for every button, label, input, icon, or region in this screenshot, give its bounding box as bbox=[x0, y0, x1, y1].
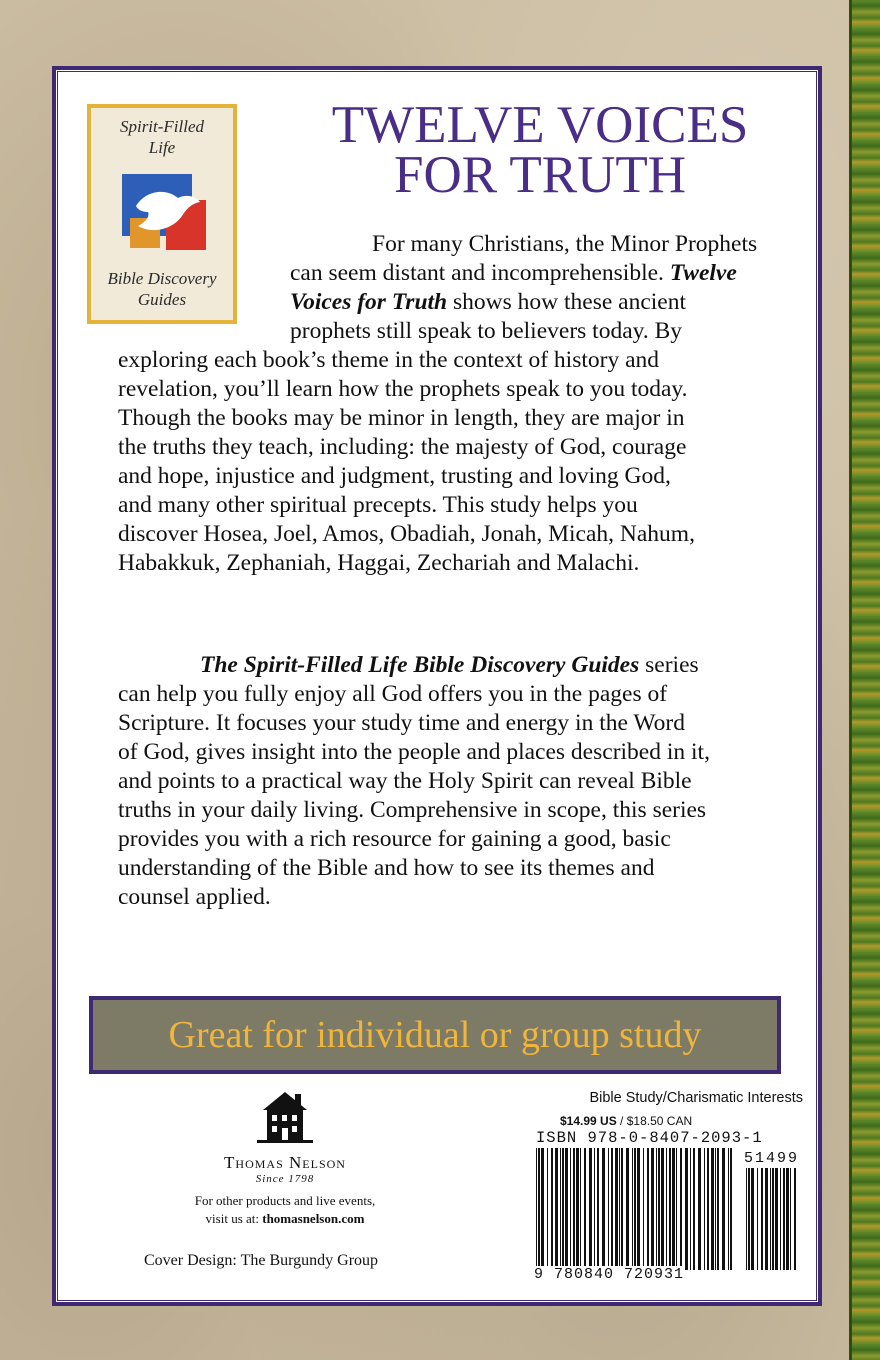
p1-line: discover Hosea, Joel, Amos, Obadiah, Jonah, Micah, Nahum, bbox=[118, 521, 695, 547]
logo-top-text bbox=[91, 116, 233, 158]
logo-top-line2: Life bbox=[148, 138, 176, 157]
barcode-icon bbox=[534, 1148, 734, 1270]
publisher-logo bbox=[170, 1088, 400, 1185]
p2-line bbox=[118, 651, 808, 680]
p2-text: series bbox=[639, 652, 699, 678]
p1-line: Habakkuk, Zephaniah, Haggai, Zechariah and Malachi. bbox=[118, 550, 640, 576]
p1-line: Though the books may be minor in length, they are major in bbox=[118, 405, 685, 431]
book-title bbox=[280, 96, 800, 204]
p1-text: shows how these ancient bbox=[447, 289, 686, 315]
p2-line: counsel applied. bbox=[118, 884, 271, 910]
visit-line bbox=[140, 1210, 430, 1228]
title-line2: FOR TRUTH bbox=[393, 146, 687, 204]
p1-line: the truths they teach, including: the majesty of God, courage bbox=[118, 434, 687, 460]
p2-line: provides you with a rich resource for gaining a good, basic bbox=[118, 826, 671, 852]
p1-text: can seem distant and incomprehensible. bbox=[290, 260, 670, 286]
p2-line: can help you fully enjoy all God offers you in the pages of bbox=[118, 681, 668, 707]
title-line1: TWELVE VOICES bbox=[331, 96, 749, 154]
building-icon bbox=[255, 1088, 315, 1144]
p2-line: of God, gives insight into the people and places described in it, bbox=[118, 739, 710, 765]
p2-line: Scripture. It focuses your study time and energy in the Word bbox=[118, 710, 685, 736]
p1-emphasis: Twelve bbox=[669, 260, 737, 286]
visit-text: visit us at: bbox=[205, 1211, 263, 1226]
price-label bbox=[560, 1114, 692, 1128]
publisher-visit bbox=[140, 1192, 430, 1228]
p1-line: exploring each book’s theme in the context of history and bbox=[118, 347, 660, 373]
book-spine-edge bbox=[849, 0, 880, 1360]
publisher-since: Since 1798 bbox=[255, 1173, 315, 1185]
p1-line bbox=[118, 288, 808, 317]
p2-line: understanding of the Bible and how to see its themes and bbox=[118, 855, 655, 881]
study-banner: Great for individual or group study bbox=[89, 996, 781, 1074]
visit-line: For other products and live events, bbox=[194, 1193, 376, 1208]
price-separator: / bbox=[616, 1114, 627, 1128]
description-paragraph-1 bbox=[118, 230, 808, 578]
p2-emphasis: The Spirit-Filled Life Bible Discovery Guides bbox=[200, 652, 640, 678]
p2-line: and points to a practical way the Holy Spirit can reveal Bible bbox=[118, 768, 692, 794]
publisher-name: Thomas Nelson bbox=[224, 1153, 346, 1172]
isbn-text: ISBN 978-0-8407-2093-1 bbox=[536, 1129, 763, 1147]
addon-barcode-icon bbox=[744, 1168, 800, 1270]
logo-top-line1: Spirit-Filled bbox=[119, 117, 205, 136]
description-paragraph-2 bbox=[118, 651, 808, 912]
publisher-url[interactable]: thomasnelson.com bbox=[262, 1211, 365, 1226]
p1-line bbox=[118, 259, 808, 288]
price-can: $18.50 CAN bbox=[626, 1114, 693, 1128]
price-us: $14.99 US bbox=[560, 1114, 617, 1128]
barcode-number: 9 780840 720931 bbox=[534, 1266, 685, 1283]
barcode-block bbox=[530, 1088, 805, 1288]
barcode-addon: 51499 bbox=[743, 1150, 799, 1167]
cover-credit: Cover Design: The Burgundy Group bbox=[144, 1252, 379, 1269]
category-label: Bible Study/Charismatic Interests bbox=[589, 1090, 803, 1106]
p2-line: truths in your daily living. Comprehensive in scope, this series bbox=[118, 797, 707, 823]
p1-emphasis: Voices for Truth bbox=[290, 289, 448, 315]
logo-bottom-line2: Guides bbox=[137, 290, 187, 309]
p1-line: and many other spiritual precepts. This study helps you bbox=[118, 492, 638, 518]
logo-bottom-line1: Bible Discovery bbox=[107, 269, 217, 288]
p1-line: and hope, injustice and judgment, trusting and loving God, bbox=[118, 463, 671, 489]
p1-line: For many Christians, the Minor Prophets bbox=[372, 231, 758, 257]
p1-line: prophets still speak to believers today. By bbox=[290, 318, 683, 344]
p1-line: revelation, you’ll learn how the prophets speak to you today. bbox=[118, 376, 688, 402]
